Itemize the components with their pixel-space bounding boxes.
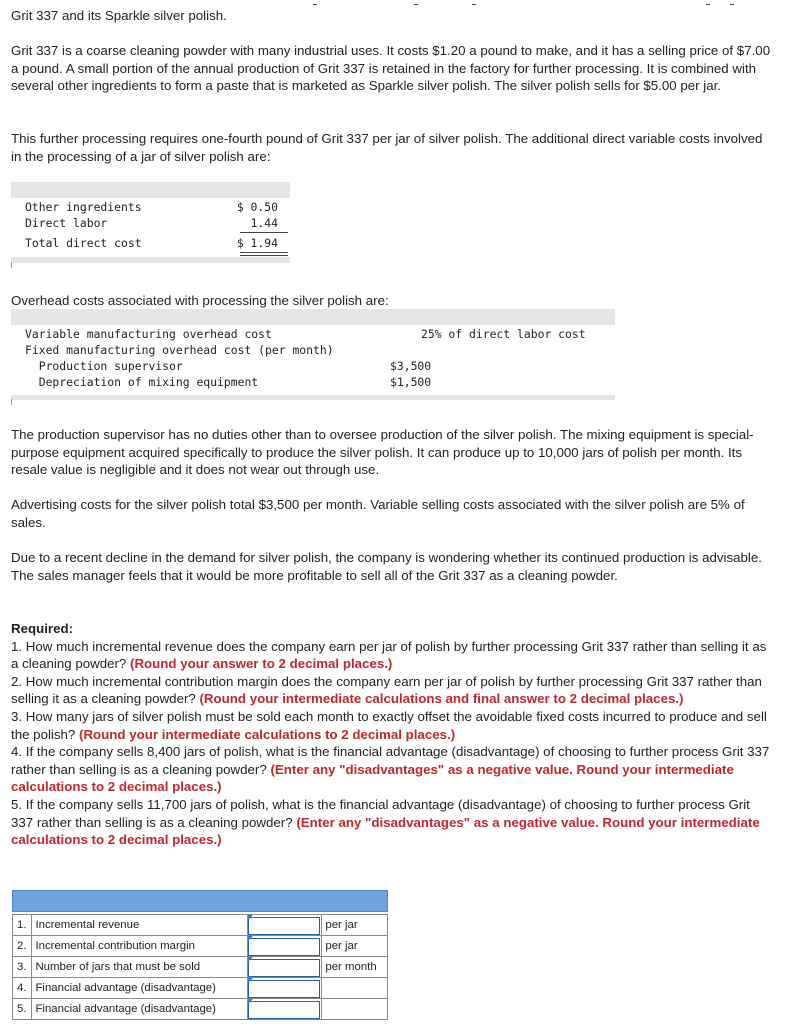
table-row <box>25 216 287 232</box>
cost-value: $ 1.94 <box>236 236 278 250</box>
overhead-label: Depreciation of mixing equipment <box>25 375 259 389</box>
direct-cost-table <box>11 182 290 264</box>
question-2: 2. How much incremental contribution margin does the company earn per jar of polish by further processing Grit 337 rather than selling it as a cleaning powder? (Round your intermediate calculations and final answer to 2 decimal places.) <box>11 673 762 707</box>
cost-label: Total direct cost <box>25 236 142 250</box>
input-flag-icon <box>248 957 253 962</box>
table-edge-mark <box>11 262 12 268</box>
table-row <box>25 359 613 375</box>
overhead-intro: Overhead costs associated with processing the silver polish are: <box>11 293 389 308</box>
answer-number: 3. <box>13 957 32 978</box>
question-4-hint: (Enter any "disadvantages" as a negative value. Round your intermediate calculations to 2 decimal places.) <box>11 761 734 795</box>
question-3: 3. How many jars of silver polish must be sold each month to exactly offset the avoidable fixed costs incurred to produce and sell the polish? (Round your intermediate calculations to 2 decimal places.) <box>11 708 767 742</box>
answer-number: 4. <box>13 978 32 999</box>
answer-label: Financial advantage (disadvantage) <box>32 999 247 1020</box>
question-1: 1. How much incremental revenue does the company earn per jar of polish by further processing Grit 337 rather than selling it as a cleaning powder? (Round your answer to 2 decimal places.) <box>11 638 767 672</box>
question-1-hint: (Round your answer to 2 decimal places.) <box>130 656 393 672</box>
input-flag-icon <box>248 999 253 1004</box>
intro-paragraph: Grit 337 is a coarse cleaning powder with many industrial uses. It costs $1.20 a pound to make, and it has a selling price of $7.00 a pound. A small portion of the annual production of Grit 337 is retained in the factory for further processing. It is combined with several other ingredients to form a paste that is marketed as Sparkle silver polish. The silver polish sells for $5.00 per jar. <box>11 43 771 94</box>
cost-label: Other ingredients <box>25 200 142 214</box>
question-5-hint: (Enter any "disadvantages" as a negative value. Round your intermediate calculations to 2 decimal places.) <box>11 814 760 848</box>
answer-unit: per month <box>322 957 388 978</box>
answer-unit: per jar <box>322 915 388 936</box>
cost-value: $ 0.50 <box>236 200 278 214</box>
table-row <box>13 936 388 957</box>
answer-number: 5. <box>13 999 32 1020</box>
table-row <box>13 957 388 978</box>
table-footer-band <box>11 257 290 263</box>
financial-advantage-11700-input[interactable] <box>248 1001 320 1019</box>
supervisor-paragraph: The production supervisor has no duties other than to oversee production of the silver polish. The mixing equipment is special-purpose equipment acquired specifically to produce the silver polish. It can produce up to 10,000 jars of polish per month. Its resale value is negligible and it does not wear out through use. <box>11 427 754 478</box>
processing-paragraph: This further processing requires one-fourth pound of Grit 337 per jar of silver polish. The additional direct variable costs involved in the processing of a jar of silver polish are: <box>11 131 763 164</box>
total-double-rule <box>240 252 288 256</box>
table-row <box>13 999 388 1020</box>
table-row <box>25 375 613 391</box>
input-flag-icon <box>248 915 253 920</box>
contribution-margin-input[interactable] <box>248 938 320 956</box>
incremental-revenue-input[interactable] <box>248 917 320 935</box>
answer-unit <box>322 999 388 1020</box>
answer-unit <box>322 978 388 999</box>
answer-label: Financial advantage (disadvantage) <box>32 978 247 999</box>
financial-advantage-8400-input[interactable] <box>248 980 320 998</box>
advertising-paragraph: Advertising costs for the silver polish total $3,500 per month. Variable selling costs associated with the silver polish are 5% of sales. <box>11 497 745 530</box>
page-title: Grit 337 and its Sparkle silver polish. <box>11 8 227 23</box>
question-3-hint: (Round your intermediate calculations to 2 decimal places.) <box>79 726 456 742</box>
required-section <box>11 620 771 849</box>
cost-value: 1.44 <box>250 216 278 230</box>
required-heading: Required: <box>11 621 74 636</box>
answer-number: 2. <box>13 936 32 957</box>
question-2-hint: (Round your intermediate calculations and final answer to 2 decimal places.) <box>199 691 684 707</box>
overhead-table <box>11 309 615 401</box>
answer-unit: per jar <box>322 936 388 957</box>
table-header-band <box>11 309 615 325</box>
overhead-amount: $3,500 <box>390 359 432 373</box>
input-flag-icon <box>248 978 253 983</box>
table-row <box>25 327 613 343</box>
table-edge-mark <box>11 399 12 405</box>
question-5: 5. If the company sells 11,700 jars of polish, what is the financial advantage (disadvantage) of choosing to further process Grit 337 rather than selling is as a cleaning powder? (Enter any "disadvantages" as a negative value. Round your intermediate calculations to 2 decimal places.) <box>11 796 760 848</box>
table-row <box>25 343 613 359</box>
answer-table <box>12 890 388 1020</box>
overhead-label: Variable manufacturing overhead cost <box>25 327 272 341</box>
jars-sold-input[interactable] <box>248 959 320 977</box>
answer-label: Incremental contribution margin <box>32 936 247 957</box>
table-row <box>25 236 287 252</box>
answer-number: 1. <box>13 915 32 936</box>
overhead-label: Fixed manufacturing overhead cost (per month) <box>25 343 334 357</box>
table-row <box>13 915 388 936</box>
table-row <box>25 200 287 216</box>
answer-table-header <box>12 890 388 912</box>
decline-paragraph: Due to a recent decline in the demand for silver polish, the company is wondering whether its continued production is advisable. The sales manager feels that it would be more profitable to sell all of the Grit 337 as a cleaning powder. <box>11 550 762 583</box>
cost-label: Direct labor <box>25 216 108 230</box>
subtotal-rule <box>240 232 288 233</box>
overhead-label: Production supervisor <box>25 359 183 373</box>
overhead-note: 25% of direct labor cost <box>421 327 586 341</box>
overhead-amount: $1,500 <box>390 375 432 389</box>
answer-label: Incremental revenue <box>32 915 247 936</box>
table-row <box>13 978 388 999</box>
table-footer-band <box>11 395 615 400</box>
table-header-band <box>11 182 290 198</box>
input-flag-icon <box>248 936 253 941</box>
question-4: 4. If the company sells 8,400 jars of polish, what is the financial advantage (disadvantage) of choosing to further process Grit 337 rather than selling is as a cleaning powder? (Enter any "disadvantages" as a negative value. Round your intermediate calculations to 2 decimal places.) <box>11 744 770 795</box>
answer-label: Number of jars that must be sold <box>32 957 247 978</box>
